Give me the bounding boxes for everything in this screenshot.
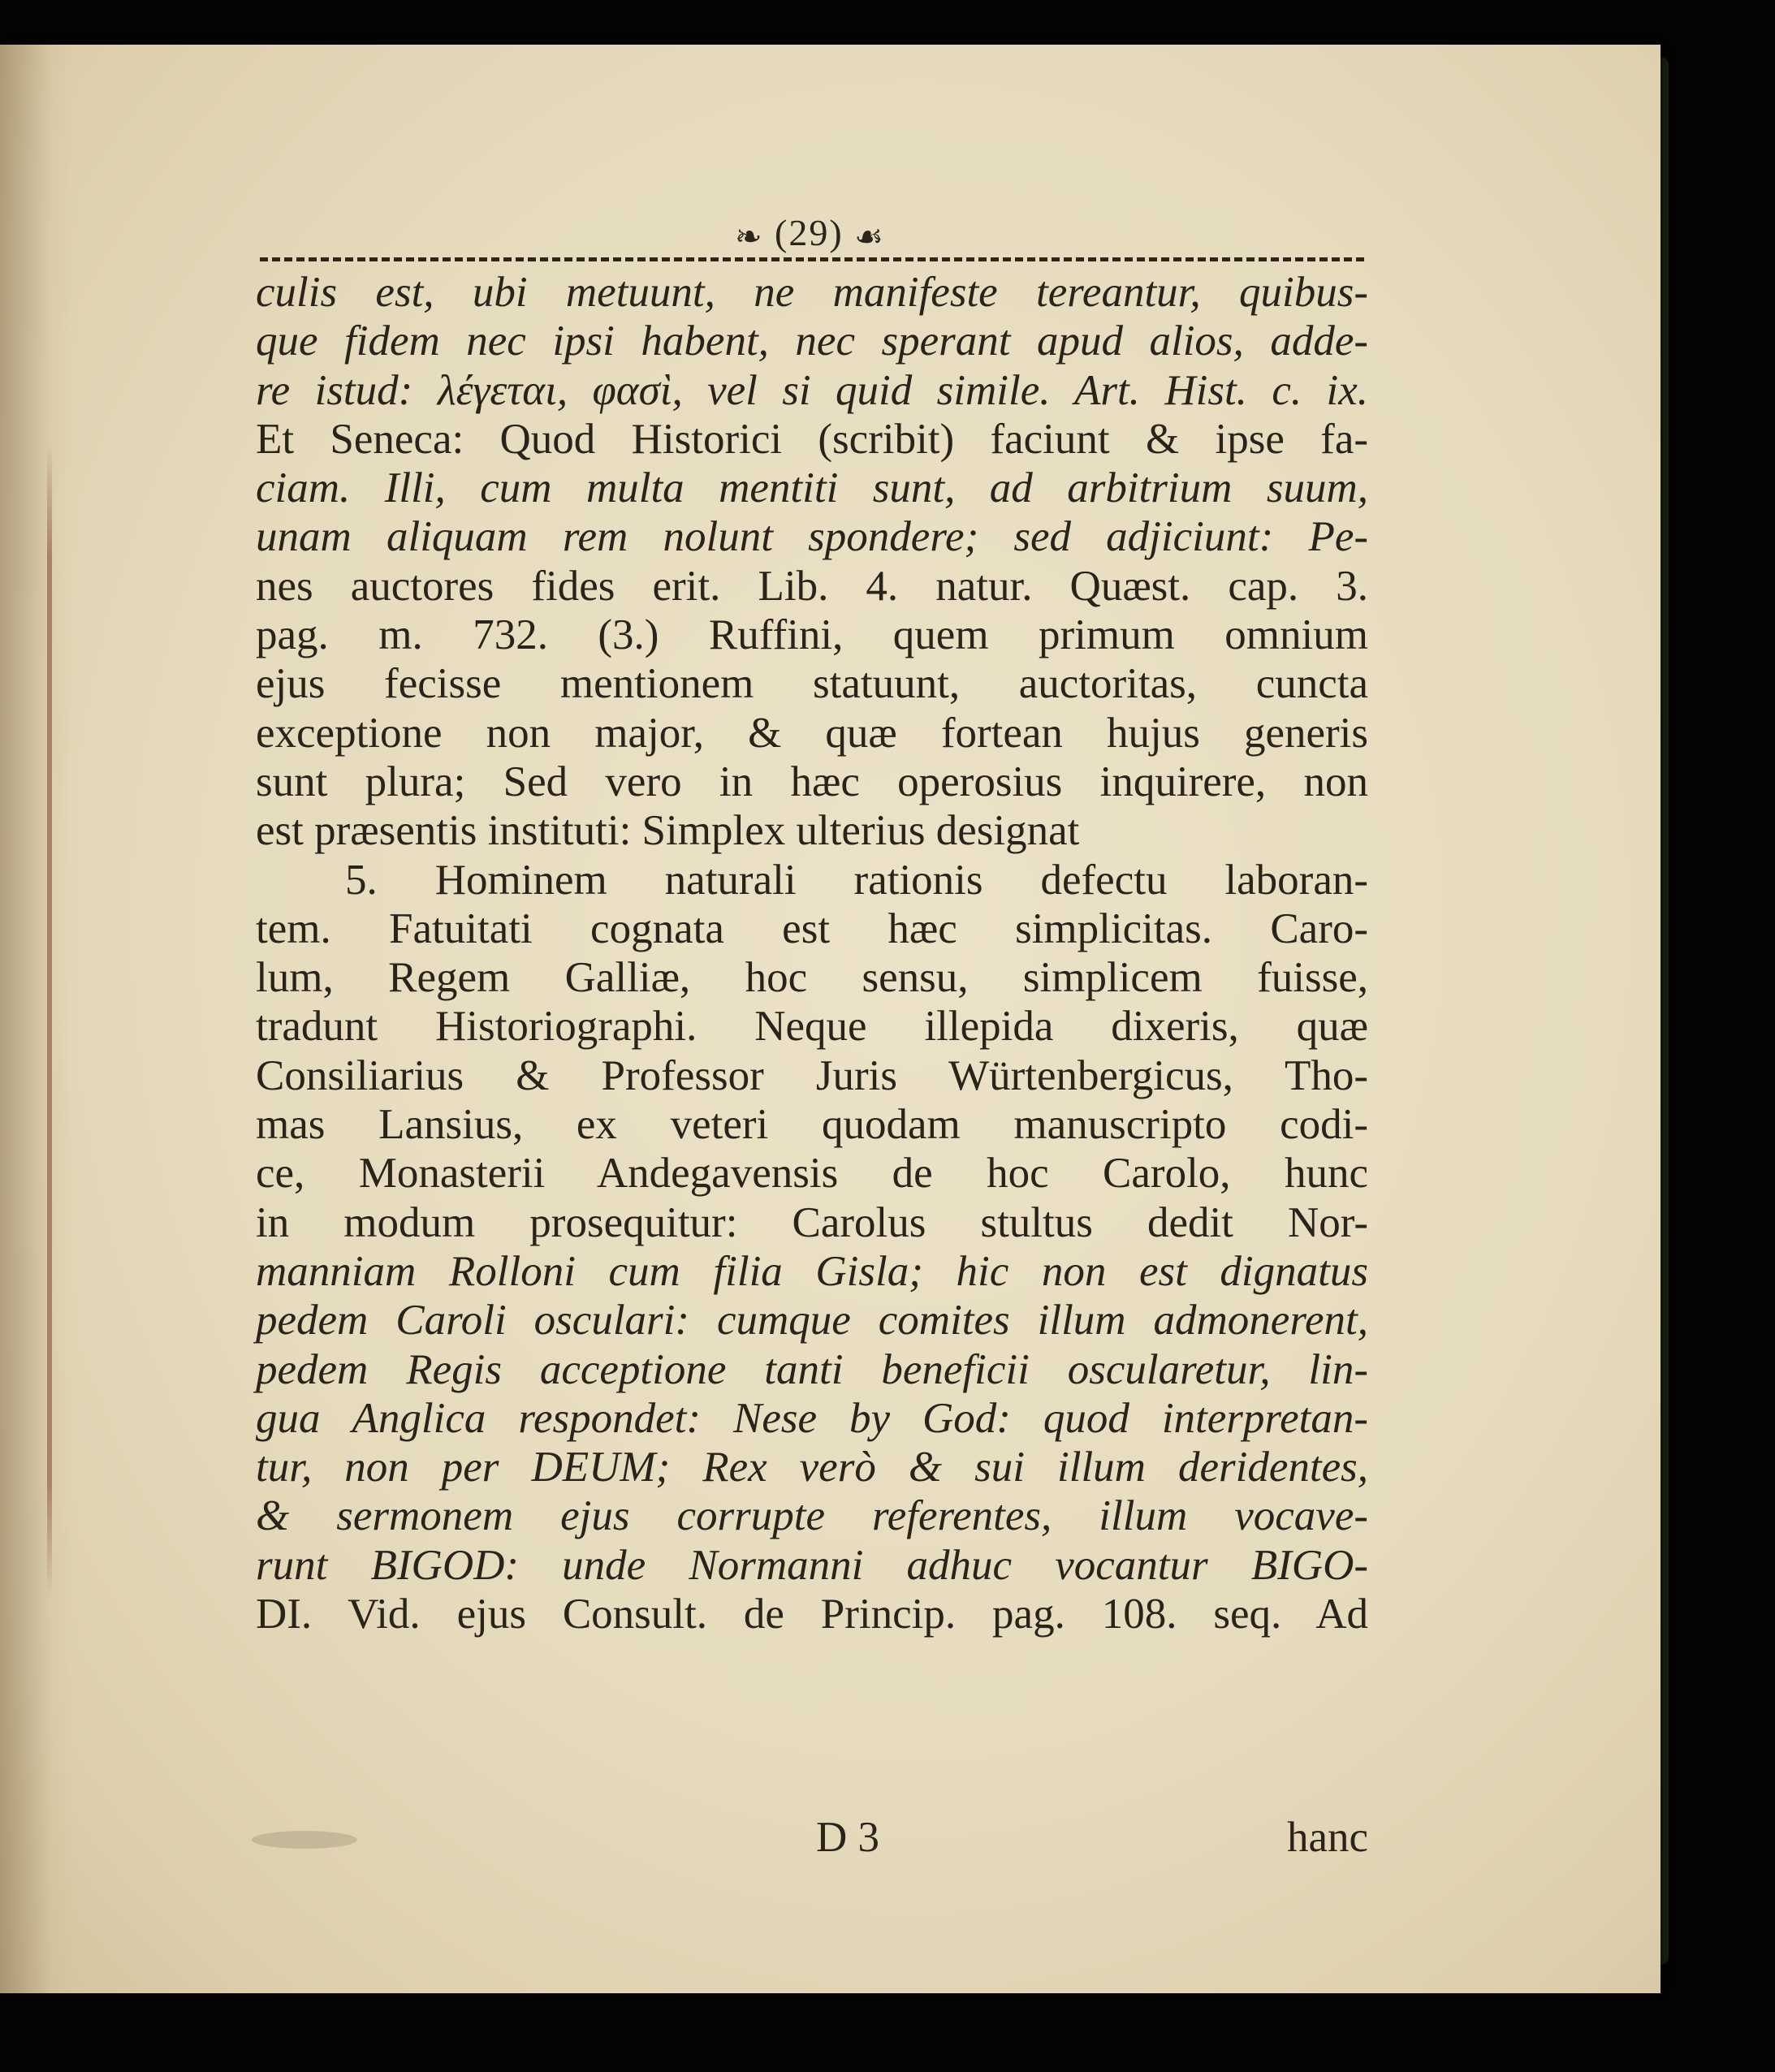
text-line: nes auctores fides erit. Lib. 4. natur. Quæst. cap. 3.	[256, 562, 1368, 610]
text-line: & sermonem ejus corrupte referentes, illum vocave-	[256, 1492, 1368, 1540]
fleuron-left-icon: ❧	[734, 218, 764, 255]
text-line: exceptione non major, & quæ fortean hujus generis	[256, 709, 1368, 757]
fleuron-right-icon: ☙	[854, 218, 885, 255]
text-line: ejus fecisse mentionem statuunt, auctoritas, cuncta	[256, 660, 1368, 708]
text-line: tur, non per DEUM; Rex verò & sui illum deridentes,	[256, 1444, 1368, 1491]
text-line: que fidem nec ipsi habent, nec sperant apud alios, adde-	[256, 317, 1368, 365]
text-line: re istud: λέγεται, φασὶ, vel si quid simile. Art. Hist. c. ix.	[256, 366, 1368, 414]
text-line: ciam. Illi, cum multa mentiti sunt, ad arbitrium suum,	[256, 464, 1368, 512]
text-line: est præsentis instituti: Simplex ulterius designat	[256, 807, 1080, 855]
text-line: manniam Rolloni cum filia Gisla; hic non est dignatus	[256, 1247, 1368, 1295]
signature-mark: D 3	[816, 1814, 880, 1861]
text-line: lum, Regem Galliæ, hoc sensu, simplicem fuisse,	[256, 954, 1368, 1002]
text-line: pedem Caroli osculari: cumque comites illum admonerent,	[256, 1297, 1368, 1345]
text-line: in modum prosequitur: Carolus stultus dedit Nor-	[256, 1198, 1368, 1246]
body-text	[256, 268, 1368, 1638]
text-line: culis est, ubi metuunt, ne manifeste tereantur, quibus-	[256, 269, 1368, 316]
page-number: (29)	[775, 212, 844, 253]
book-page	[0, 45, 1661, 1993]
text-line: ce, Monasterii Andegavensis de hoc Carolo, hunc	[256, 1150, 1368, 1198]
page-footer	[256, 1813, 1368, 1863]
text-line: tem. Fatuitati cognata est hæc simplicitas. Caro-	[256, 904, 1368, 952]
text-line: pag. m. 732. (3.) Ruffini, quem primum omnium	[256, 611, 1368, 659]
binding-thread	[47, 442, 52, 1595]
text-line: 5. Hominem naturali rationis defectu laboran-	[345, 856, 1368, 904]
text-line: gua Anglica respondet: Nese by God: quod interpretan-	[256, 1394, 1368, 1442]
catchword: hanc	[1286, 1814, 1368, 1861]
text-line: sunt plura; Sed vero in hæc operosius inquirere, non	[256, 758, 1368, 805]
binding-gutter	[0, 45, 73, 1993]
header-rule	[260, 257, 1364, 261]
text-line: pedem Regis acceptione tanti beneficii oscularetur, lin-	[256, 1345, 1368, 1393]
text-line: runt BIGOD: unde Normanni adhuc vocantur BIGO-	[256, 1541, 1368, 1589]
text-line: DI. Vid. ejus Consult. de Princip. pag. 108. seq. Ad	[256, 1591, 1368, 1638]
text-line: Et Seneca: Quod Historici (scribit) faciunt & ipse fa-	[256, 415, 1368, 463]
running-head	[260, 211, 1360, 256]
text-line: mas Lansius, ex veteri quodam manuscripto codi-	[256, 1101, 1368, 1149]
text-line: unam aliquam rem nolunt spondere; sed adjiciunt: Pe-	[256, 513, 1368, 561]
text-line: tradunt Historiographi. Neque illepida dixeris, quæ	[256, 1003, 1368, 1051]
text-line: Consiliarius & Professor Juris Würtenbergicus, Tho-	[256, 1051, 1368, 1099]
